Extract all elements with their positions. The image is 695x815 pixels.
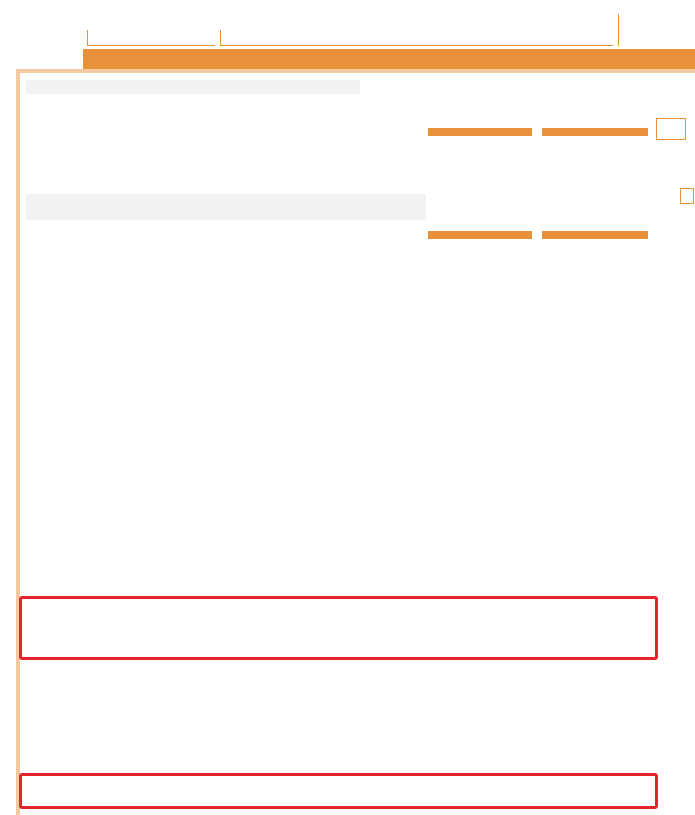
decreases-column-header	[542, 128, 648, 136]
increases-column-header	[428, 231, 532, 239]
increases-column-header	[428, 128, 532, 136]
margin-box	[656, 118, 686, 140]
decreases-column-header	[542, 231, 648, 239]
name-field[interactable]	[220, 30, 613, 46]
section-bar	[83, 49, 695, 69]
highlight-box	[19, 773, 658, 809]
highlight-box	[19, 596, 658, 660]
nif-field[interactable]	[87, 30, 215, 46]
page-corner-label	[618, 14, 678, 46]
margin-box	[680, 188, 694, 204]
subsection-band	[26, 194, 426, 220]
form-frame	[16, 69, 695, 815]
subsection-band	[26, 80, 360, 94]
